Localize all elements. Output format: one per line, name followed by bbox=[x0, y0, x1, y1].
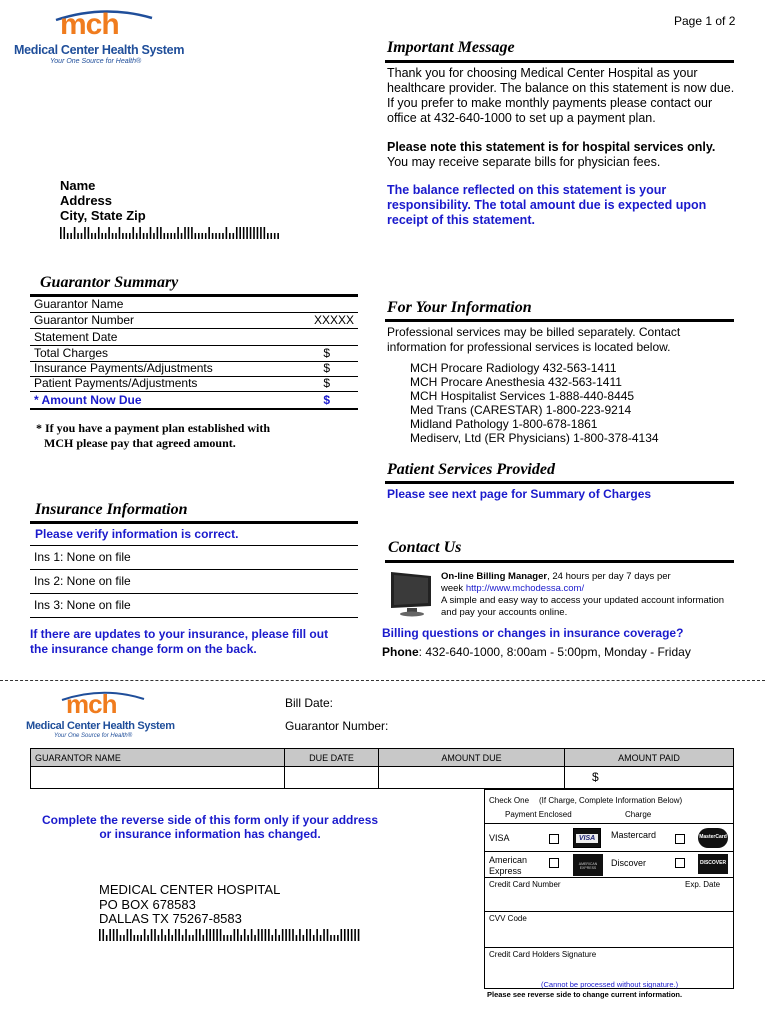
important-message-para1: Thank you for choosing Medical Center Hospital as your healthcare provider. The balance on this statement is now due. If you prefer to make monthly payments please contact our office at 432-640-1000 to set up a payment plan. bbox=[387, 66, 735, 125]
amex-checkbox[interactable] bbox=[549, 858, 559, 868]
payment-enclosed-label: Payment Enclosed bbox=[505, 810, 572, 819]
bill-date-label: Bill Date: bbox=[285, 696, 334, 710]
visa-logo-icon: VISA bbox=[573, 828, 601, 848]
online-billing-info: On-line Billing Manager, 24 hours per day 7 days per week http://www.mchodessa.com/ A simple and easy way to access your updated account information and pay your accounts online. bbox=[441, 571, 725, 618]
mch-logo bbox=[14, 6, 194, 68]
amex-logo-icon: AMERICAN EXPRESS bbox=[573, 854, 603, 876]
patient-services-heading: Patient Services Provided bbox=[387, 461, 555, 478]
amount-paid-dollar: $ bbox=[592, 770, 599, 784]
mastercard-checkbox[interactable] bbox=[675, 834, 685, 844]
logo-mark: mch bbox=[66, 689, 117, 719]
discover-logo-icon: DISCOVER bbox=[698, 854, 728, 874]
online-billing-title: On-line Billing Manager bbox=[441, 571, 548, 582]
divider bbox=[385, 319, 734, 322]
amex-label: American Express bbox=[489, 855, 528, 876]
insurance-updates-note: If there are updates to your insurance, please fill out the insurance change form on the back. bbox=[30, 627, 329, 656]
gs-row-total-charges: Total Charges $ bbox=[30, 346, 358, 362]
ins-row-2: Ins 2: None on file bbox=[30, 570, 358, 594]
grid-header-due-date: DUE DATE bbox=[284, 748, 379, 767]
cut-line bbox=[0, 680, 765, 681]
para2-rest: You may receive separate bills for physician fees. bbox=[387, 155, 661, 169]
gs-row-amount-due: * Amount Now Due $ bbox=[30, 393, 358, 410]
fyi-contact: Mediserv, Ltd (ER Physicians) 1-800-378-4134 bbox=[410, 431, 659, 445]
exp-date-label: Exp. Date bbox=[685, 880, 721, 889]
divider bbox=[485, 877, 733, 878]
important-message-para3: The balance reflected on this statement is your responsibility. The total amount due is expected upon receipt of this statement. bbox=[387, 183, 707, 227]
guarantor-name-cell bbox=[30, 767, 285, 789]
logo-name: Medical Center Health System bbox=[14, 43, 185, 57]
logo-tagline: Your One Source for Health® bbox=[50, 58, 142, 65]
logo-mark: mch bbox=[60, 8, 119, 41]
divider bbox=[385, 481, 734, 484]
logo-name: Medical Center Health System bbox=[26, 720, 175, 732]
divider bbox=[385, 60, 734, 63]
if-charge-label: (If Charge, Complete Information Below) bbox=[539, 796, 683, 805]
important-message-heading: Important Message bbox=[387, 39, 515, 56]
ins-row-1: Ins 1: None on file bbox=[30, 546, 358, 570]
guarantor-number-label: Guarantor Number: bbox=[285, 719, 389, 733]
fyi-contact: MCH Procare Radiology 432-563-1411 bbox=[410, 361, 617, 375]
mch-logo-bottom bbox=[26, 688, 176, 743]
gs-row-patient-payments: Patient Payments/Adjustments $ bbox=[30, 376, 358, 392]
reverse-side-note: Complete the reverse side of this form only if your address or insurance information has changed. bbox=[41, 813, 379, 841]
ins-row-3: Ins 3: None on file bbox=[30, 594, 358, 618]
important-message-body bbox=[387, 66, 735, 228]
payment-plan-note: * If you have a payment plan established with MCH please pay that agreed amount. bbox=[36, 421, 271, 450]
billing-phone: Phone: 432-640-1000, 8:00am - 5:00pm, Monday - Friday bbox=[382, 645, 691, 659]
address-street: Address bbox=[60, 193, 113, 208]
divider bbox=[30, 521, 358, 524]
see-reverse-note: Please see reverse side to change current information. bbox=[487, 990, 683, 999]
billing-questions: Billing questions or changes in insurance coverage? bbox=[382, 626, 684, 640]
fyi-intro: Professional services may be billed separately. Contact information for professional services is located below. bbox=[387, 325, 681, 354]
guarantor-summary-heading: Guarantor Summary bbox=[40, 274, 179, 291]
amount-due-cell bbox=[378, 767, 565, 789]
postal-barcode-icon bbox=[60, 227, 282, 239]
fyi-contact: Med Trans (CARESTAR) 1-800-223-9214 bbox=[410, 403, 632, 417]
mail-to-address: MEDICAL CENTER HOSPITAL PO BOX 678583 DALLAS TX 75267-8583 bbox=[99, 882, 281, 926]
gs-row-guarantor-name: Guarantor Name bbox=[30, 297, 358, 313]
cannot-process-note: (Cannot be processed without signature.) bbox=[541, 980, 679, 989]
visa-checkbox[interactable] bbox=[549, 834, 559, 844]
important-message-para2 bbox=[387, 140, 735, 170]
gs-row-insurance-payments: Insurance Payments/Adjustments $ bbox=[30, 361, 358, 377]
fyi-contact: Midland Pathology 1-800-678-1861 bbox=[410, 417, 598, 431]
grid-header-amount-paid: AMOUNT PAID bbox=[564, 748, 734, 767]
due-date-cell bbox=[284, 767, 379, 789]
address-block bbox=[60, 178, 146, 223]
mastercard-label: Mastercard bbox=[611, 830, 657, 840]
signature-label: Credit Card Holders Signature bbox=[489, 950, 597, 959]
amount-paid-cell[interactable] bbox=[564, 767, 734, 789]
grid-header-guarantor-name: GUARANTOR NAME bbox=[30, 748, 285, 767]
mastercard-logo-icon: MasterCard bbox=[698, 828, 728, 848]
divider bbox=[485, 823, 733, 824]
para2-bold: Please note this statement is for hospital services only. bbox=[387, 140, 716, 154]
divider bbox=[385, 560, 734, 563]
divider bbox=[485, 947, 733, 948]
cvv-code-label: CVV Code bbox=[489, 914, 527, 923]
for-your-information-heading: For Your Information bbox=[387, 299, 532, 316]
computer-monitor-icon bbox=[387, 568, 437, 618]
gs-row-statement-date: Statement Date bbox=[30, 330, 358, 346]
patient-services-text: Please see next page for Summary of Charges bbox=[387, 487, 652, 501]
credit-card-number-label: Credit Card Number bbox=[489, 880, 561, 889]
divider bbox=[485, 851, 733, 852]
online-billing-link[interactable]: http://www.mchodessa.com/ bbox=[465, 583, 585, 594]
discover-label: Discover bbox=[611, 858, 647, 868]
gs-row-guarantor-number: Guarantor Number XXXXX bbox=[30, 313, 358, 329]
address-city: City, State Zip bbox=[60, 208, 146, 223]
page-number: Page 1 of 2 bbox=[674, 14, 736, 28]
address-name: Name bbox=[60, 178, 96, 193]
insurance-verify: Please verify information is correct. bbox=[35, 527, 239, 541]
credit-card-form bbox=[484, 789, 734, 989]
postal-barcode-icon bbox=[99, 929, 363, 941]
grid-header-amount-due: AMOUNT DUE bbox=[378, 748, 565, 767]
fyi-contact: MCH Procare Anesthesia 432-563-1411 bbox=[410, 375, 622, 389]
divider bbox=[485, 911, 733, 912]
fyi-contacts bbox=[410, 361, 659, 445]
contact-us-heading: Contact Us bbox=[388, 539, 462, 556]
insurance-information-heading: Insurance Information bbox=[35, 501, 188, 518]
visa-label: VISA bbox=[489, 833, 510, 843]
fyi-contact: MCH Hospitalist Services 1-888-440-8445 bbox=[410, 389, 635, 403]
discover-checkbox[interactable] bbox=[675, 858, 685, 868]
logo-tagline: Your One Source for Health® bbox=[54, 733, 133, 739]
charge-label: Charge bbox=[625, 810, 652, 819]
check-one-label: Check One bbox=[489, 796, 530, 805]
